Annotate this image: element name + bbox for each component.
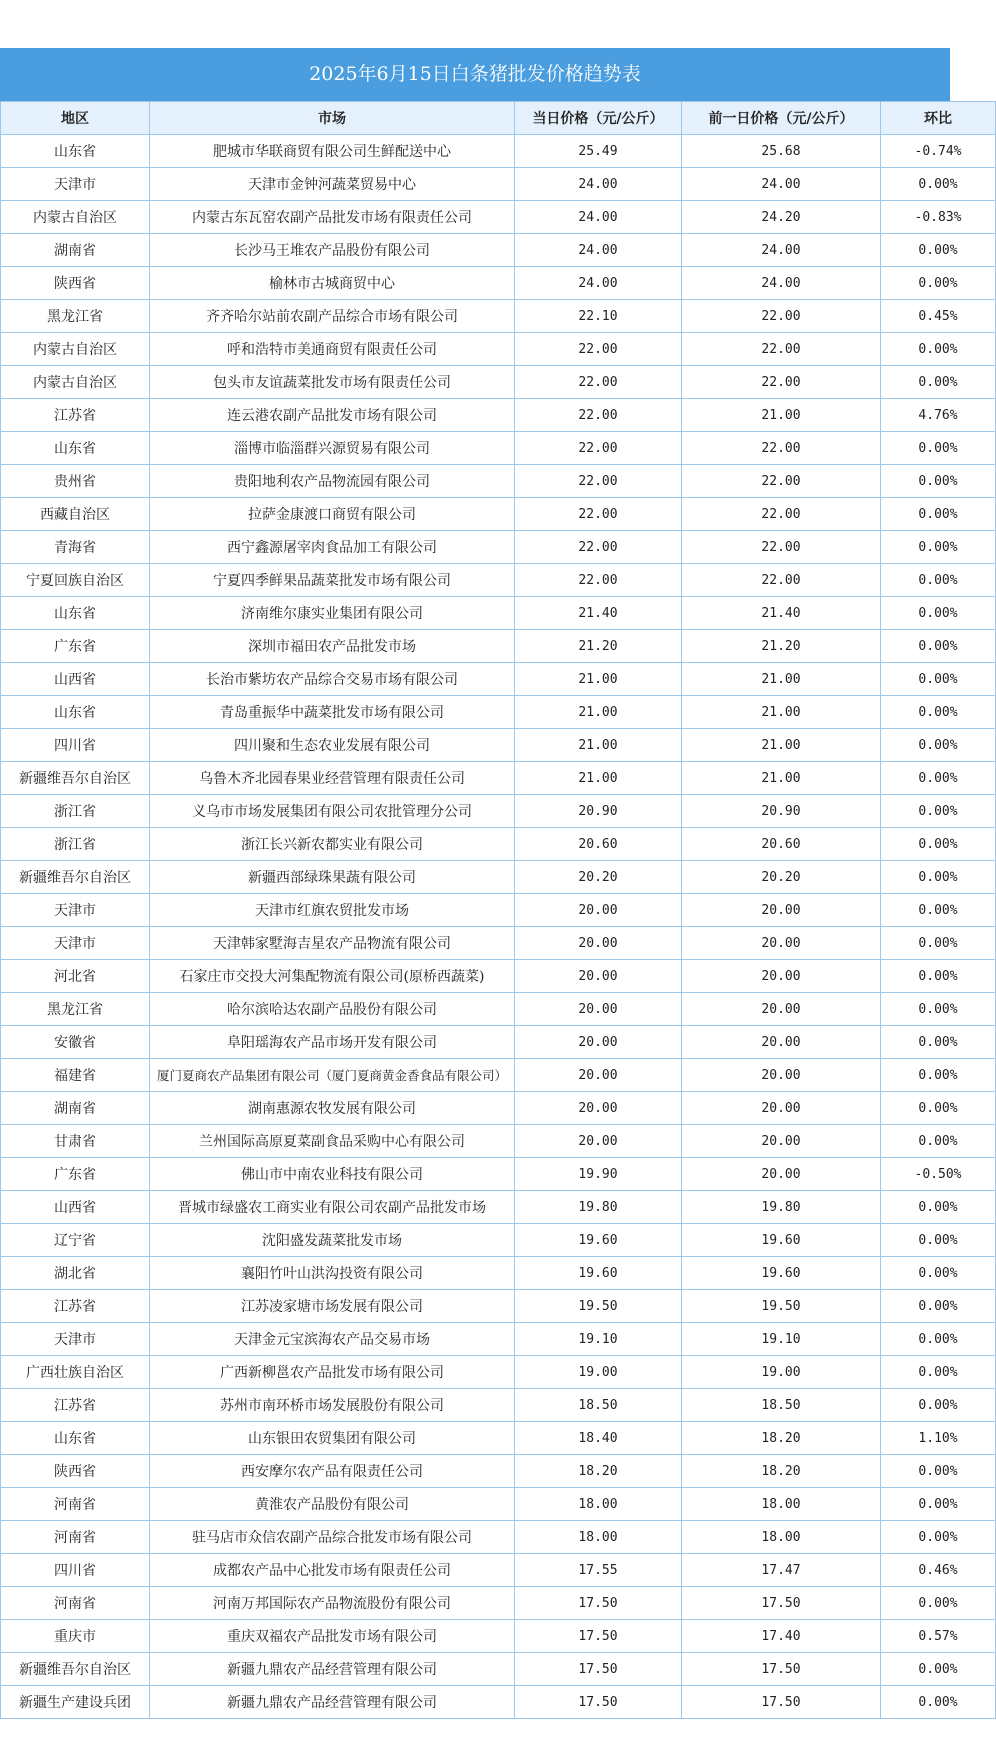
table-row xyxy=(1,399,996,432)
table-row xyxy=(1,1422,996,1455)
cell-region: 安徽省 xyxy=(1,1026,150,1059)
cell-today-price: 22.00 xyxy=(515,399,682,432)
cell-today-price: 21.00 xyxy=(515,762,682,795)
cell-market: 乌鲁木齐北园春果业经营管理有限责任公司 xyxy=(150,762,515,795)
cell-market: 兰州国际高原夏菜副食品采购中心有限公司 xyxy=(150,1125,515,1158)
cell-region: 广西壮族自治区 xyxy=(1,1356,150,1389)
cell-market: 长治市紫坊农产品综合交易市场有限公司 xyxy=(150,663,515,696)
cell-market: 晋城市绿盛农工商实业有限公司农副产品批发市场 xyxy=(150,1191,515,1224)
table-row xyxy=(1,168,996,201)
cell-prev-price: 17.47 xyxy=(682,1554,881,1587)
table-row xyxy=(1,1290,996,1323)
cell-change: 0.00% xyxy=(881,1290,996,1323)
cell-prev-price: 22.00 xyxy=(682,564,881,597)
cell-region: 四川省 xyxy=(1,1554,150,1587)
cell-region: 山东省 xyxy=(1,597,150,630)
cell-change: 0.57% xyxy=(881,1620,996,1653)
cell-prev-price: 21.40 xyxy=(682,597,881,630)
table-row xyxy=(1,564,996,597)
cell-prev-price: 18.20 xyxy=(682,1422,881,1455)
table-row xyxy=(1,1686,996,1719)
cell-market: 四川聚和生态农业发展有限公司 xyxy=(150,729,515,762)
table-title: 2025年6月15日白条猪批发价格趋势表 xyxy=(0,48,950,101)
cell-today-price: 20.00 xyxy=(515,1026,682,1059)
cell-region: 广东省 xyxy=(1,1158,150,1191)
cell-change: 0.00% xyxy=(881,432,996,465)
cell-region: 西藏自治区 xyxy=(1,498,150,531)
cell-change: 0.45% xyxy=(881,300,996,333)
table-row xyxy=(1,1356,996,1389)
cell-today-price: 17.50 xyxy=(515,1653,682,1686)
cell-today-price: 20.00 xyxy=(515,1125,682,1158)
cell-region: 山东省 xyxy=(1,135,150,168)
table-row xyxy=(1,960,996,993)
cell-prev-price: 20.20 xyxy=(682,861,881,894)
cell-market: 成都农产品中心批发市场有限责任公司 xyxy=(150,1554,515,1587)
cell-prev-price: 22.00 xyxy=(682,300,881,333)
cell-region: 内蒙古自治区 xyxy=(1,366,150,399)
cell-today-price: 20.00 xyxy=(515,1092,682,1125)
table-row xyxy=(1,597,996,630)
cell-change: 0.00% xyxy=(881,1191,996,1224)
table-row xyxy=(1,894,996,927)
cell-change: 0.00% xyxy=(881,828,996,861)
table-row xyxy=(1,1257,996,1290)
cell-region: 黑龙江省 xyxy=(1,300,150,333)
cell-market: 西宁鑫源屠宰肉食品加工有限公司 xyxy=(150,531,515,564)
cell-region: 天津市 xyxy=(1,1323,150,1356)
cell-prev-price: 17.50 xyxy=(682,1686,881,1719)
cell-region: 山东省 xyxy=(1,696,150,729)
cell-market: 榆林市古城商贸中心 xyxy=(150,267,515,300)
cell-prev-price: 19.60 xyxy=(682,1257,881,1290)
cell-market: 义乌市市场发展集团有限公司农批管理分公司 xyxy=(150,795,515,828)
cell-prev-price: 20.00 xyxy=(682,1059,881,1092)
cell-region: 新疆维吾尔自治区 xyxy=(1,762,150,795)
cell-change: 0.00% xyxy=(881,762,996,795)
cell-market: 新疆九鼎农产品经营管理有限公司 xyxy=(150,1653,515,1686)
cell-change: 0.00% xyxy=(881,663,996,696)
cell-today-price: 21.20 xyxy=(515,630,682,663)
cell-prev-price: 19.50 xyxy=(682,1290,881,1323)
cell-prev-price: 24.20 xyxy=(682,201,881,234)
cell-change: 0.00% xyxy=(881,1125,996,1158)
cell-change: 0.00% xyxy=(881,993,996,1026)
cell-prev-price: 21.00 xyxy=(682,399,881,432)
cell-change: 0.00% xyxy=(881,1686,996,1719)
table-row xyxy=(1,300,996,333)
cell-market: 齐齐哈尔站前农副产品综合市场有限公司 xyxy=(150,300,515,333)
table-row xyxy=(1,1521,996,1554)
cell-today-price: 22.00 xyxy=(515,531,682,564)
cell-region: 湖北省 xyxy=(1,1257,150,1290)
cell-prev-price: 25.68 xyxy=(682,135,881,168)
cell-change: 0.00% xyxy=(881,630,996,663)
cell-today-price: 18.40 xyxy=(515,1422,682,1455)
cell-prev-price: 21.00 xyxy=(682,696,881,729)
table-row xyxy=(1,1059,996,1092)
cell-today-price: 17.50 xyxy=(515,1686,682,1719)
cell-prev-price: 22.00 xyxy=(682,465,881,498)
cell-market: 佛山市中南农业科技有限公司 xyxy=(150,1158,515,1191)
cell-change: 0.00% xyxy=(881,795,996,828)
cell-change: 0.00% xyxy=(881,1257,996,1290)
cell-market: 内蒙古东瓦窑农副产品批发市场有限责任公司 xyxy=(150,201,515,234)
cell-today-price: 24.00 xyxy=(515,168,682,201)
cell-today-price: 21.00 xyxy=(515,729,682,762)
cell-change: 0.00% xyxy=(881,1092,996,1125)
cell-market: 湖南惠源农牧发展有限公司 xyxy=(150,1092,515,1125)
cell-region: 天津市 xyxy=(1,168,150,201)
cell-market: 阜阳瑶海农产品市场开发有限公司 xyxy=(150,1026,515,1059)
cell-change: -0.74% xyxy=(881,135,996,168)
cell-region: 山东省 xyxy=(1,1422,150,1455)
cell-prev-price: 18.50 xyxy=(682,1389,881,1422)
cell-change: 0.00% xyxy=(881,465,996,498)
cell-region: 河南省 xyxy=(1,1488,150,1521)
cell-today-price: 17.55 xyxy=(515,1554,682,1587)
cell-change: 0.00% xyxy=(881,960,996,993)
cell-today-price: 17.50 xyxy=(515,1587,682,1620)
table-row xyxy=(1,630,996,663)
cell-market: 浙江长兴新农都实业有限公司 xyxy=(150,828,515,861)
cell-change: 0.00% xyxy=(881,1389,996,1422)
cell-region: 福建省 xyxy=(1,1059,150,1092)
cell-prev-price: 22.00 xyxy=(682,366,881,399)
cell-today-price: 17.50 xyxy=(515,1620,682,1653)
table-row xyxy=(1,498,996,531)
table-row xyxy=(1,333,996,366)
cell-change: 0.00% xyxy=(881,1653,996,1686)
cell-market: 肥城市华联商贸有限公司生鲜配送中心 xyxy=(150,135,515,168)
cell-change: 0.00% xyxy=(881,1224,996,1257)
cell-market: 厦门夏商农产品集团有限公司（厦门夏商黄金香食品有限公司） xyxy=(150,1059,515,1092)
cell-change: 0.00% xyxy=(881,1059,996,1092)
cell-prev-price: 21.20 xyxy=(682,630,881,663)
cell-region: 广东省 xyxy=(1,630,150,663)
table-row xyxy=(1,1026,996,1059)
cell-market: 沈阳盛发蔬菜批发市场 xyxy=(150,1224,515,1257)
cell-prev-price: 22.00 xyxy=(682,498,881,531)
table-row xyxy=(1,861,996,894)
cell-change: -0.83% xyxy=(881,201,996,234)
table-row xyxy=(1,1389,996,1422)
cell-market: 连云港农副产品批发市场有限公司 xyxy=(150,399,515,432)
table-row xyxy=(1,828,996,861)
cell-prev-price: 20.00 xyxy=(682,1026,881,1059)
header-row xyxy=(1,102,996,135)
cell-market: 济南维尔康实业集团有限公司 xyxy=(150,597,515,630)
header-market: 市场 xyxy=(150,102,515,135)
cell-market: 河南万邦国际农产品物流股份有限公司 xyxy=(150,1587,515,1620)
cell-prev-price: 20.00 xyxy=(682,993,881,1026)
cell-prev-price: 20.60 xyxy=(682,828,881,861)
cell-change: 0.00% xyxy=(881,1488,996,1521)
cell-change: 0.00% xyxy=(881,1356,996,1389)
cell-region: 山西省 xyxy=(1,1191,150,1224)
table-row xyxy=(1,1224,996,1257)
table-row xyxy=(1,366,996,399)
table-row xyxy=(1,432,996,465)
cell-market: 西安摩尔农产品有限责任公司 xyxy=(150,1455,515,1488)
cell-region: 新疆维吾尔自治区 xyxy=(1,861,150,894)
table-row xyxy=(1,465,996,498)
cell-market: 深圳市福田农产品批发市场 xyxy=(150,630,515,663)
cell-region: 新疆生产建设兵团 xyxy=(1,1686,150,1719)
cell-market: 哈尔滨哈达农副产品股份有限公司 xyxy=(150,993,515,1026)
cell-today-price: 24.00 xyxy=(515,234,682,267)
cell-change: 0.00% xyxy=(881,1323,996,1356)
cell-market: 包头市友谊蔬菜批发市场有限责任公司 xyxy=(150,366,515,399)
cell-today-price: 20.00 xyxy=(515,1059,682,1092)
cell-market: 石家庄市交投大河集配物流有限公司(原桥西蔬菜) xyxy=(150,960,515,993)
cell-change: 0.00% xyxy=(881,564,996,597)
cell-prev-price: 20.00 xyxy=(682,894,881,927)
cell-today-price: 24.00 xyxy=(515,201,682,234)
cell-today-price: 18.00 xyxy=(515,1521,682,1554)
cell-change: 1.10% xyxy=(881,1422,996,1455)
cell-region: 内蒙古自治区 xyxy=(1,201,150,234)
cell-prev-price: 19.00 xyxy=(682,1356,881,1389)
cell-market: 广西新柳邕农产品批发市场有限公司 xyxy=(150,1356,515,1389)
table-row xyxy=(1,1125,996,1158)
cell-prev-price: 17.40 xyxy=(682,1620,881,1653)
cell-today-price: 22.00 xyxy=(515,366,682,399)
table-row xyxy=(1,1620,996,1653)
cell-today-price: 19.60 xyxy=(515,1224,682,1257)
cell-market: 青岛重振华中蔬菜批发市场有限公司 xyxy=(150,696,515,729)
cell-region: 江苏省 xyxy=(1,1389,150,1422)
cell-market: 山东银田农贸集团有限公司 xyxy=(150,1422,515,1455)
cell-today-price: 22.00 xyxy=(515,333,682,366)
cell-today-price: 18.20 xyxy=(515,1455,682,1488)
cell-today-price: 18.50 xyxy=(515,1389,682,1422)
cell-today-price: 22.00 xyxy=(515,432,682,465)
cell-today-price: 18.00 xyxy=(515,1488,682,1521)
cell-region: 河南省 xyxy=(1,1521,150,1554)
cell-prev-price: 18.00 xyxy=(682,1488,881,1521)
cell-today-price: 20.60 xyxy=(515,828,682,861)
cell-change: 0.00% xyxy=(881,927,996,960)
cell-today-price: 21.40 xyxy=(515,597,682,630)
cell-region: 江苏省 xyxy=(1,399,150,432)
cell-change: 0.00% xyxy=(881,1455,996,1488)
cell-market: 苏州市南环桥市场发展股份有限公司 xyxy=(150,1389,515,1422)
cell-market: 呼和浩特市美通商贸有限责任公司 xyxy=(150,333,515,366)
cell-today-price: 20.00 xyxy=(515,960,682,993)
cell-change: 0.00% xyxy=(881,531,996,564)
cell-change: 4.76% xyxy=(881,399,996,432)
cell-region: 青海省 xyxy=(1,531,150,564)
cell-today-price: 21.00 xyxy=(515,663,682,696)
cell-prev-price: 21.00 xyxy=(682,729,881,762)
cell-change: 0.00% xyxy=(881,267,996,300)
cell-region: 湖南省 xyxy=(1,1092,150,1125)
table-row xyxy=(1,1653,996,1686)
cell-prev-price: 21.00 xyxy=(682,762,881,795)
cell-market: 天津市红旗农贸批发市场 xyxy=(150,894,515,927)
table-row xyxy=(1,696,996,729)
cell-prev-price: 17.50 xyxy=(682,1587,881,1620)
cell-today-price: 19.60 xyxy=(515,1257,682,1290)
table-row xyxy=(1,762,996,795)
table-row xyxy=(1,531,996,564)
cell-change: 0.00% xyxy=(881,333,996,366)
cell-region: 内蒙古自治区 xyxy=(1,333,150,366)
cell-change: 0.00% xyxy=(881,498,996,531)
cell-today-price: 20.00 xyxy=(515,927,682,960)
cell-prev-price: 17.50 xyxy=(682,1653,881,1686)
cell-region: 山东省 xyxy=(1,432,150,465)
table-row xyxy=(1,1455,996,1488)
cell-region: 天津市 xyxy=(1,894,150,927)
header-change: 环比 xyxy=(881,102,996,135)
cell-prev-price: 22.00 xyxy=(682,333,881,366)
header-today-price: 当日价格（元/公斤） xyxy=(515,102,682,135)
cell-region: 浙江省 xyxy=(1,795,150,828)
cell-region: 浙江省 xyxy=(1,828,150,861)
cell-today-price: 20.00 xyxy=(515,993,682,1026)
cell-change: 0.00% xyxy=(881,696,996,729)
table-row xyxy=(1,795,996,828)
cell-market: 襄阳竹叶山洪沟投资有限公司 xyxy=(150,1257,515,1290)
cell-today-price: 19.00 xyxy=(515,1356,682,1389)
cell-market: 天津金元宝滨海农产品交易市场 xyxy=(150,1323,515,1356)
cell-today-price: 19.10 xyxy=(515,1323,682,1356)
table-row xyxy=(1,1323,996,1356)
cell-today-price: 25.49 xyxy=(515,135,682,168)
cell-change: 0.46% xyxy=(881,1554,996,1587)
cell-prev-price: 21.00 xyxy=(682,663,881,696)
cell-region: 甘肃省 xyxy=(1,1125,150,1158)
cell-today-price: 22.10 xyxy=(515,300,682,333)
cell-today-price: 20.20 xyxy=(515,861,682,894)
cell-prev-price: 20.00 xyxy=(682,1125,881,1158)
cell-prev-price: 22.00 xyxy=(682,531,881,564)
cell-change: 0.00% xyxy=(881,168,996,201)
cell-today-price: 21.00 xyxy=(515,696,682,729)
cell-prev-price: 20.00 xyxy=(682,960,881,993)
cell-prev-price: 20.00 xyxy=(682,1158,881,1191)
table-row xyxy=(1,234,996,267)
table-row xyxy=(1,927,996,960)
table-row xyxy=(1,663,996,696)
cell-market: 长沙马王堆农产品股份有限公司 xyxy=(150,234,515,267)
cell-market: 天津韩家墅海吉星农产品物流有限公司 xyxy=(150,927,515,960)
cell-region: 新疆维吾尔自治区 xyxy=(1,1653,150,1686)
cell-region: 河南省 xyxy=(1,1587,150,1620)
cell-region: 河北省 xyxy=(1,960,150,993)
cell-today-price: 20.00 xyxy=(515,894,682,927)
cell-region: 重庆市 xyxy=(1,1620,150,1653)
price-table xyxy=(0,101,996,1719)
table-row xyxy=(1,1191,996,1224)
cell-today-price: 24.00 xyxy=(515,267,682,300)
cell-region: 天津市 xyxy=(1,927,150,960)
cell-change: 0.00% xyxy=(881,366,996,399)
cell-change: 0.00% xyxy=(881,1026,996,1059)
cell-region: 贵州省 xyxy=(1,465,150,498)
cell-prev-price: 19.60 xyxy=(682,1224,881,1257)
cell-today-price: 20.90 xyxy=(515,795,682,828)
table-row xyxy=(1,1158,996,1191)
cell-prev-price: 18.20 xyxy=(682,1455,881,1488)
cell-today-price: 19.90 xyxy=(515,1158,682,1191)
cell-change: 0.00% xyxy=(881,234,996,267)
header-region: 地区 xyxy=(1,102,150,135)
cell-prev-price: 22.00 xyxy=(682,432,881,465)
cell-market: 新疆九鼎农产品经营管理有限公司 xyxy=(150,1686,515,1719)
cell-prev-price: 19.10 xyxy=(682,1323,881,1356)
table-row xyxy=(1,993,996,1026)
cell-market: 宁夏四季鲜果品蔬菜批发市场有限公司 xyxy=(150,564,515,597)
cell-region: 辽宁省 xyxy=(1,1224,150,1257)
cell-today-price: 22.00 xyxy=(515,498,682,531)
cell-change: 0.00% xyxy=(881,1587,996,1620)
cell-prev-price: 20.00 xyxy=(682,927,881,960)
cell-market: 贵阳地利农产品物流园有限公司 xyxy=(150,465,515,498)
table-row xyxy=(1,1488,996,1521)
table-row xyxy=(1,1092,996,1125)
table-row xyxy=(1,267,996,300)
cell-market: 天津市金钟河蔬菜贸易中心 xyxy=(150,168,515,201)
table-row xyxy=(1,201,996,234)
cell-prev-price: 20.00 xyxy=(682,1092,881,1125)
cell-change: 0.00% xyxy=(881,1521,996,1554)
cell-region: 四川省 xyxy=(1,729,150,762)
cell-change: 0.00% xyxy=(881,597,996,630)
cell-today-price: 22.00 xyxy=(515,465,682,498)
cell-change: 0.00% xyxy=(881,729,996,762)
cell-change: -0.50% xyxy=(881,1158,996,1191)
cell-today-price: 19.50 xyxy=(515,1290,682,1323)
cell-market: 驻马店市众信农副产品综合批发市场有限公司 xyxy=(150,1521,515,1554)
cell-change: 0.00% xyxy=(881,894,996,927)
cell-market: 重庆双福农产品批发市场有限公司 xyxy=(150,1620,515,1653)
cell-prev-price: 18.00 xyxy=(682,1521,881,1554)
cell-region: 江苏省 xyxy=(1,1290,150,1323)
table-row xyxy=(1,1554,996,1587)
cell-market: 新疆西部绿珠果蔬有限公司 xyxy=(150,861,515,894)
cell-region: 山西省 xyxy=(1,663,150,696)
cell-market: 拉萨金康渡口商贸有限公司 xyxy=(150,498,515,531)
cell-region: 黑龙江省 xyxy=(1,993,150,1026)
cell-prev-price: 24.00 xyxy=(682,168,881,201)
table-row xyxy=(1,729,996,762)
cell-change: 0.00% xyxy=(881,861,996,894)
cell-region: 宁夏回族自治区 xyxy=(1,564,150,597)
cell-market: 淄博市临淄群兴源贸易有限公司 xyxy=(150,432,515,465)
table-row xyxy=(1,135,996,168)
cell-region: 陕西省 xyxy=(1,1455,150,1488)
cell-region: 湖南省 xyxy=(1,234,150,267)
cell-region: 陕西省 xyxy=(1,267,150,300)
cell-prev-price: 20.90 xyxy=(682,795,881,828)
cell-prev-price: 19.80 xyxy=(682,1191,881,1224)
cell-today-price: 19.80 xyxy=(515,1191,682,1224)
table-row xyxy=(1,1587,996,1620)
cell-market: 黄淮农产品股份有限公司 xyxy=(150,1488,515,1521)
cell-market: 江苏凌家塘市场发展有限公司 xyxy=(150,1290,515,1323)
cell-prev-price: 24.00 xyxy=(682,234,881,267)
cell-prev-price: 24.00 xyxy=(682,267,881,300)
header-prev-price: 前一日价格（元/公斤） xyxy=(682,102,881,135)
cell-today-price: 22.00 xyxy=(515,564,682,597)
